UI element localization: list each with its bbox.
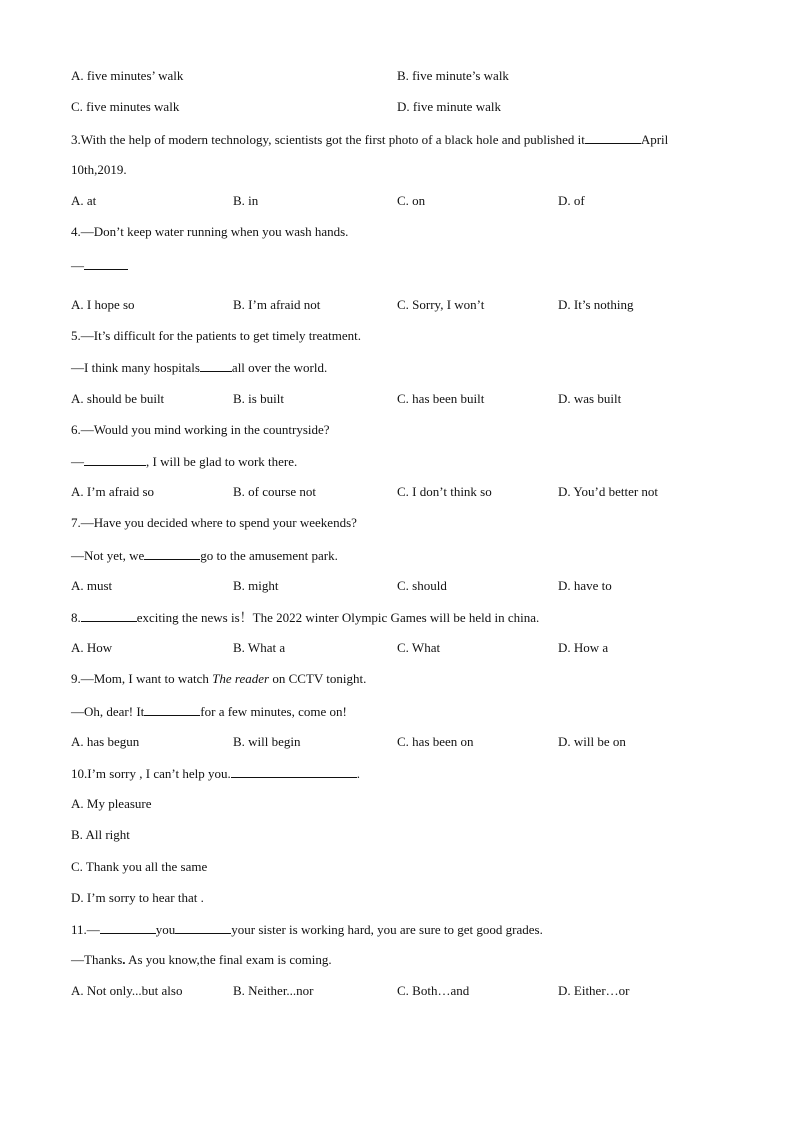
q4-stem: 4.—Don’t keep water running when you wash hands.	[71, 224, 349, 239]
q5-reply	[71, 359, 327, 375]
q7-option-a: A. must	[71, 578, 113, 593]
q7-option-c: C. should	[397, 578, 447, 593]
q6-reply	[71, 453, 297, 469]
q11-blank-1	[100, 921, 156, 934]
q11-number: 11.—	[71, 922, 100, 937]
q11-blank-2	[175, 921, 231, 934]
q9-stem-after: on CCTV tonight.	[269, 671, 367, 686]
q4-option-c: C. Sorry, I won’t	[397, 297, 485, 312]
q6-option-a: A. I’m afraid so	[71, 484, 155, 499]
q10-option-d: D. I’m sorry to hear that .	[71, 890, 204, 905]
q9-option-d: D. will be on	[558, 734, 626, 749]
q8-number: 8.	[71, 610, 81, 625]
q5-option-b: B. is built	[233, 391, 284, 406]
q6-reply-dash: —	[71, 454, 84, 469]
q6-option-d: D. You’d better not	[558, 484, 659, 499]
q5-option-c: C. has been built	[397, 391, 485, 406]
q5-reply-text: —I think many hospitals	[71, 360, 200, 375]
q10-stem-after: .	[356, 766, 360, 781]
q3-option-d: D. of	[558, 193, 585, 208]
q11-reply-after: As you know,the final exam is coming.	[125, 952, 332, 967]
q8-option-b: B. What a	[233, 640, 286, 655]
q4-blank	[84, 257, 128, 270]
q11-stem-mid: you	[155, 922, 176, 937]
q9-reply-text: —Oh, dear! It	[71, 704, 145, 719]
q3-stem	[71, 131, 668, 147]
q8-option-c: C. What	[397, 640, 441, 655]
q7-option-b: B. might	[233, 578, 279, 593]
q9-reply-after: for a few minutes, come on!	[200, 704, 347, 719]
q11-option-b: B. Neither...nor	[233, 983, 314, 998]
q11-reply-dot: .	[122, 952, 126, 967]
q3-option-a: A. at	[71, 193, 97, 208]
q6-blank	[84, 453, 146, 466]
q11-reply-text: —Thanks	[71, 952, 123, 967]
q10-stem-text: 10.I’m sorry , I can’t help you.	[71, 766, 231, 781]
q9-option-b: B. will begin	[233, 734, 301, 749]
q4-reply-dash: —	[71, 258, 84, 273]
q11-stem-after: your sister is working hard, you are sure to get good grades.	[231, 922, 543, 937]
q10-blank	[231, 765, 357, 778]
q5-stem: 5.—It’s difficult for the patients to get timely treatment.	[71, 328, 362, 343]
q3-option-b: B. in	[233, 193, 259, 208]
q4-reply	[71, 257, 128, 273]
q3-stem-line2: 10th,2019.	[71, 162, 127, 177]
q8-option-a: A. How	[71, 640, 113, 655]
q8-option-d: D. How a	[558, 640, 609, 655]
q7-stem: 7.—Have you decided where to spend your weekends?	[71, 515, 357, 530]
q10-stem	[71, 765, 360, 781]
q6-stem: 6.—Would you mind working in the countryside?	[71, 422, 330, 437]
q5-reply-after: all over the world.	[231, 360, 328, 375]
q5-option-d: D. was built	[558, 391, 622, 406]
q2-option-a: A. five minutes’ walk	[71, 68, 184, 83]
q6-reply-after: , I will be glad to work there.	[146, 454, 298, 469]
q4-option-d: D. It’s nothing	[558, 297, 634, 312]
q2-option-d: D. five minute walk	[397, 99, 501, 114]
q3-option-c: C. on	[397, 193, 426, 208]
q7-option-d: D. have to	[558, 578, 612, 593]
q8-stem	[71, 609, 539, 625]
q2-option-b: B. five minute’s walk	[397, 68, 509, 83]
q10-option-a: A. My pleasure	[71, 796, 152, 811]
q2-option-c: C. five minutes walk	[71, 99, 180, 114]
q10-option-c: C. Thank you all the same	[71, 859, 208, 874]
q9-reply	[71, 703, 347, 719]
q6-option-c: C. I don’t think so	[397, 484, 492, 499]
q7-reply-after: go to the amusement park.	[200, 548, 338, 563]
q11-stem	[71, 921, 543, 937]
q8-stem-after: exciting the news is！The 2022 winter Olympic Games will be held in china.	[136, 610, 540, 625]
q11-option-d: D. Either…or	[558, 983, 630, 998]
q9-option-a: A. has begun	[71, 734, 140, 749]
q11-option-a: A. Not only...but also	[71, 983, 183, 998]
q5-option-a: A. should be built	[71, 391, 165, 406]
q4-option-b: B. I’m afraid not	[233, 297, 321, 312]
q9-blank	[144, 703, 200, 716]
q11-option-c: C. Both…and	[397, 983, 470, 998]
q11-reply	[71, 952, 332, 968]
q9-program-title: The reader	[212, 671, 270, 686]
q3-stem-text: 3.With the help of modern technology, scientists got the first photo of a black hole and published it	[71, 132, 585, 147]
q6-option-b: B. of course not	[233, 484, 317, 499]
q4-option-a: A. I hope so	[71, 297, 135, 312]
q9-stem	[71, 671, 366, 687]
q10-option-b: B. All right	[71, 827, 130, 842]
q7-blank	[144, 547, 200, 560]
q3-stem-after: April	[640, 132, 669, 147]
q9-option-c: C. has been on	[397, 734, 474, 749]
q3-blank	[585, 131, 641, 144]
q8-blank	[81, 609, 137, 622]
q5-blank	[200, 359, 232, 372]
q7-reply-text: —Not yet, we	[71, 548, 145, 563]
q7-reply	[71, 547, 338, 563]
q9-stem-text: 9.—Mom, I want to watch	[71, 671, 213, 686]
